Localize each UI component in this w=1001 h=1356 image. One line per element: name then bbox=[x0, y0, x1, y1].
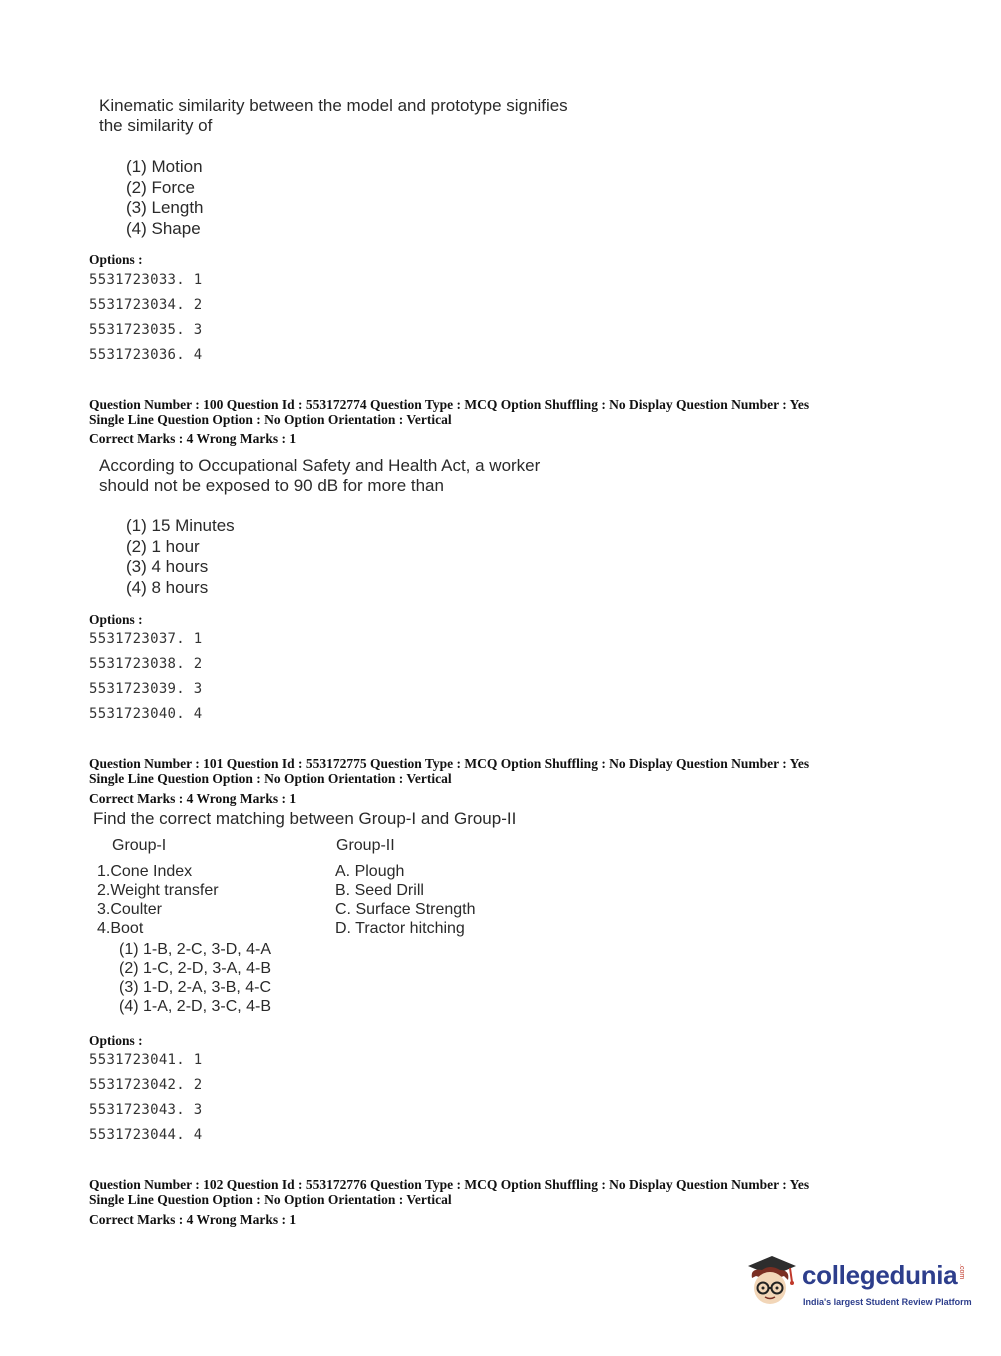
question-text-line: should not be exposed to 90 dB for more than bbox=[99, 476, 444, 495]
question-text-line: Kinematic similarity between the model and prototype signifies bbox=[99, 96, 568, 115]
group-2-list bbox=[335, 862, 476, 938]
choice-item: (2) Force bbox=[126, 177, 195, 197]
student-mascot-icon bbox=[740, 1252, 800, 1312]
choice-item: (1) Motion bbox=[126, 157, 203, 176]
choice-item: (1) 1-B, 2-C, 3-D, 4-A bbox=[119, 941, 272, 958]
option-row: 5531723033. 1 bbox=[89, 272, 203, 288]
group-2-item: A. Plough bbox=[335, 863, 405, 880]
choice-item: (4) 8 hours bbox=[126, 577, 209, 597]
options-label: Options : bbox=[89, 612, 143, 627]
option-row: 5531723043. 3 bbox=[89, 1102, 203, 1118]
group-2-item: D. Tractor hitching bbox=[335, 920, 465, 937]
question-text-line: the similarity of bbox=[99, 116, 213, 135]
logo-domain-suffix: .com bbox=[958, 1264, 965, 1280]
choice-item: (4) 1-A, 2-D, 3-C, 4-B bbox=[119, 998, 272, 1015]
group-2-item: B. Seed Drill bbox=[335, 882, 424, 899]
meta-line: Single Line Question Option : No Option Orientation : Vertical bbox=[89, 1192, 452, 1207]
collegedunia-logo[interactable] bbox=[740, 1252, 970, 1318]
meta-line: Question Number : 101 Question Id : 553172775 Question Type : MCQ Option Shuffling : No Display Question Number : Yes bbox=[89, 756, 810, 771]
logo-wordmark: collegedunia bbox=[802, 1260, 958, 1290]
option-row: 5531723039. 3 bbox=[89, 681, 203, 697]
group-1-header: Group-I bbox=[112, 837, 167, 854]
question-100-choices bbox=[126, 516, 235, 598]
question-102-marks: Correct Marks : 4 Wrong Marks : 1 bbox=[89, 1212, 297, 1227]
option-row: 5531723037. 1 bbox=[89, 631, 203, 647]
options-label: Options : bbox=[89, 252, 143, 267]
option-row: 5531723044. 4 bbox=[89, 1127, 203, 1143]
option-row: 5531723036. 4 bbox=[89, 347, 203, 363]
option-row: 5531723041. 1 bbox=[89, 1052, 203, 1068]
question-101-marks: Correct Marks : 4 Wrong Marks : 1 bbox=[89, 791, 297, 806]
options-label: Options : bbox=[89, 1033, 143, 1048]
option-row: 5531723038. 2 bbox=[89, 656, 203, 672]
option-row: 5531723042. 2 bbox=[89, 1077, 203, 1093]
choice-item: (3) Length bbox=[126, 198, 204, 217]
question-101-choices bbox=[119, 940, 271, 1016]
question-100-text bbox=[99, 456, 540, 496]
question-text-line: According to Occupational Safety and Health Act, a worker bbox=[99, 456, 541, 475]
question-101-text: Find the correct matching between Group-I and Group-II bbox=[93, 809, 517, 828]
group-1-item: 3.Coulter bbox=[97, 901, 162, 918]
option-row: 5531723040. 4 bbox=[89, 706, 203, 722]
group-1-item: 4.Boot bbox=[97, 920, 144, 937]
group-2-header: Group-II bbox=[336, 837, 395, 854]
choice-item: (1) 15 Minutes bbox=[126, 516, 235, 535]
question-99-choices bbox=[126, 157, 204, 239]
choice-item: (2) 1-C, 2-D, 3-A, 4-B bbox=[119, 960, 272, 977]
question-101-meta bbox=[89, 756, 809, 786]
choice-item: (3) 4 hours bbox=[126, 557, 209, 576]
question-100-marks: Correct Marks : 4 Wrong Marks : 1 bbox=[89, 431, 297, 446]
question-102-meta bbox=[89, 1177, 809, 1207]
question-99-options bbox=[89, 268, 202, 368]
question-101-options bbox=[89, 1048, 202, 1148]
choice-item: (4) Shape bbox=[126, 218, 201, 238]
group-1-item: 1.Cone Index bbox=[97, 863, 193, 880]
group-1-list bbox=[97, 862, 219, 938]
option-row: 5531723034. 2 bbox=[89, 297, 203, 313]
group-2-item: C. Surface Strength bbox=[335, 901, 476, 918]
meta-line: Question Number : 102 Question Id : 553172776 Question Type : MCQ Option Shuffling : No Display Question Number : Yes bbox=[89, 1177, 810, 1192]
question-100-meta bbox=[89, 397, 809, 427]
choice-item: (3) 1-D, 2-A, 3-B, 4-C bbox=[119, 979, 272, 996]
meta-line: Single Line Question Option : No Option Orientation : Vertical bbox=[89, 412, 452, 427]
group-1-item: 2.Weight transfer bbox=[97, 882, 219, 899]
question-99-text bbox=[99, 96, 568, 136]
meta-line: Single Line Question Option : No Option Orientation : Vertical bbox=[89, 771, 452, 786]
logo-tagline: India's largest Student Review Platform bbox=[803, 1297, 972, 1307]
meta-line: Question Number : 100 Question Id : 553172774 Question Type : MCQ Option Shuffling : No Display Question Number : Yes bbox=[89, 397, 810, 412]
option-row: 5531723035. 3 bbox=[89, 322, 203, 338]
question-100-options bbox=[89, 627, 202, 727]
choice-item: (2) 1 hour bbox=[126, 536, 200, 556]
